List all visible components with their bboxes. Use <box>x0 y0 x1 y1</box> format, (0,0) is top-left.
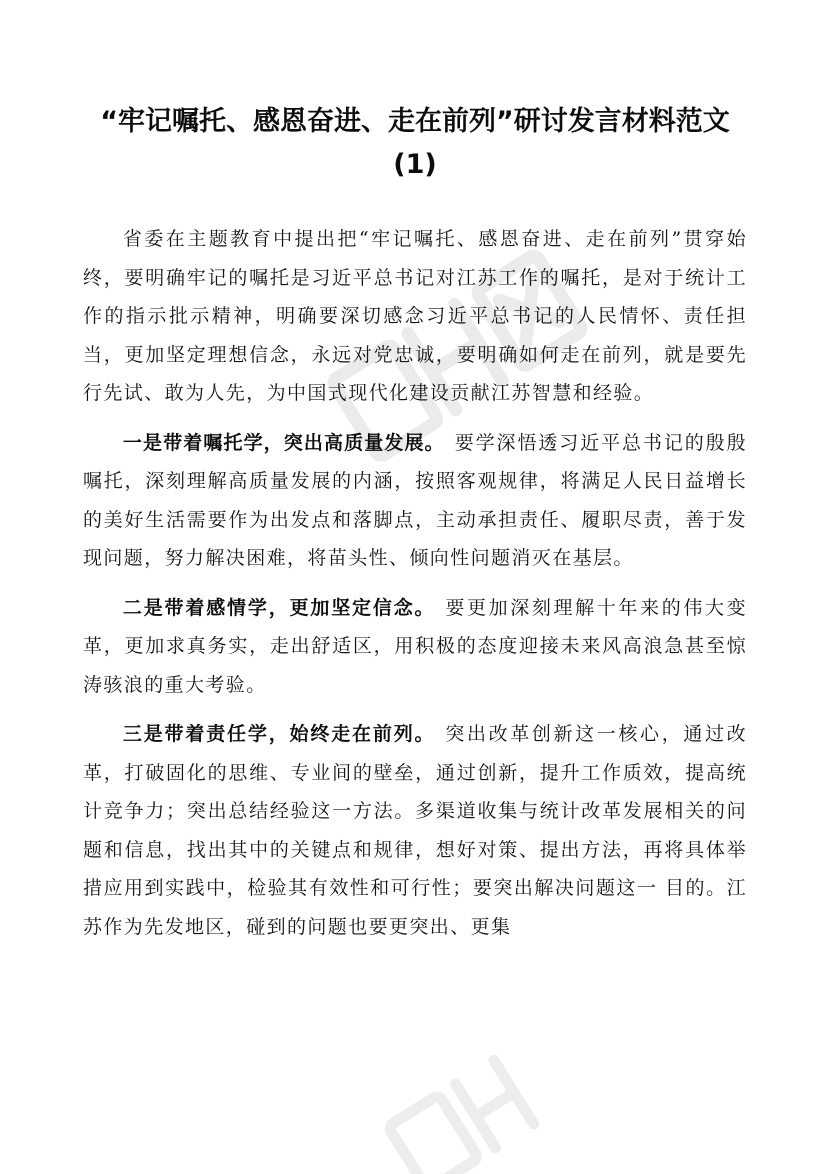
section-paragraph-1 <box>83 424 747 578</box>
section-lead: 三是带着责任学，始终走在前列。 <box>122 723 436 745</box>
section-lead: 一是带着嘱托学，突出高质量发展。 <box>122 431 445 454</box>
section-paragraph-2 <box>83 589 747 705</box>
document-title: “牢记嘱托、感恩奋进、走在前列”研讨发言材料范文(1) <box>100 106 730 180</box>
watermark-stamp-bottom <box>360 1040 580 1174</box>
intro-paragraph: 省委在主题教育中提出把“牢记嘱托、感恩奋进、走在前列”贯穿始终，要明确牢记的嘱托是习近平总书记对江苏工作的嘱托，是对于统计工作的指示批示精神，明确要深切感念习近平总书记的人民情怀、责任担当，更加坚定理想信念，永远对党忠诚，要明确如何走在前列，就是要先行先试、敢为人先，为中国式现代化建设贡献江苏智慧和经验。 <box>83 228 747 404</box>
section-text: 突出改革创新这一核心，通过改革，打破固化的思维、专业间的壁垒，通过创新，提升工作质效，提高统计竞争力；突出总结经验这一方法。多渠道收集与统计改革发展相关的问题和信息，找出其中的关键点和规律，想好对策、提出方法，再将具体举措应用到实践中，检验其有效性和可行性；要突出解决问题这一 目的。江苏作为先发地区，碰到的问题也要更突出、更集 <box>83 723 747 938</box>
document-body <box>83 220 747 957</box>
section-paragraph-3 <box>83 715 747 946</box>
section-lead: 二是带着感情学，更加坚定信念。 <box>122 596 436 619</box>
section-text: 要学深悟透习近平总书记的殷殷嘱托，深刻理解高质量发展的内涵，按照客观规律，将满足人民日益增长的美好生活需要作为出发点和落脚点，主动承担责任、履职尽责，善于发现问题，努力解决困难，将苗头性、倾向性问题消灭在基层。 <box>83 431 747 569</box>
section-text: 要更加深刻理解十年来的伟大变革，更加求真务实，走出舒适区，用积极的态度迎接未来风高浪急甚至惊涛骇浪的重大考验。 <box>83 596 747 696</box>
